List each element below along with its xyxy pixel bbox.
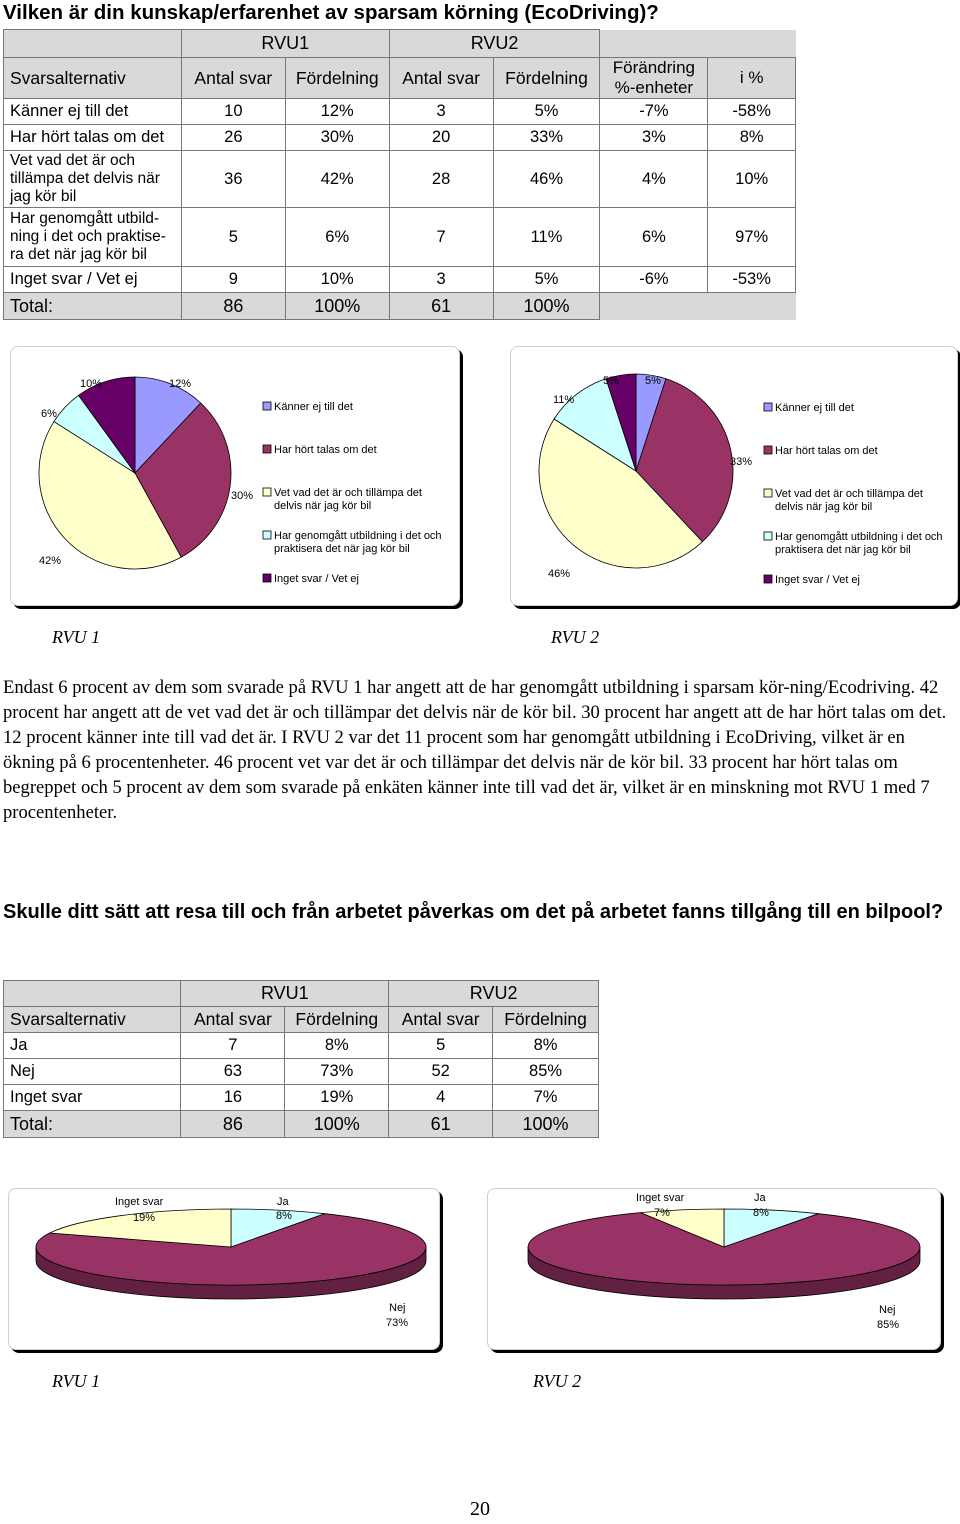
q2-cell: 19% xyxy=(285,1085,389,1111)
slice-label: 7% xyxy=(654,1207,670,1219)
legend-swatch xyxy=(263,402,271,410)
q1-row xyxy=(4,151,796,208)
question-2-title: Skulle ditt sätt att resa till och från arbetet påverkas om det på arbetet fanns tillgång till en bilpool? xyxy=(3,901,944,923)
q1-row xyxy=(4,208,796,267)
legend xyxy=(764,402,943,586)
legend-label: Inget svar / Vet ej xyxy=(274,573,359,585)
q1-cell: -58% xyxy=(708,99,796,125)
slice-label: 33% xyxy=(730,456,753,468)
chart-q2-rvu2 xyxy=(487,1188,941,1350)
chart-caption-rvu1: RVU 1 xyxy=(52,627,101,647)
slice-label: 73% xyxy=(386,1317,409,1329)
q2-cell: 63 xyxy=(181,1059,285,1085)
slice-label: 85% xyxy=(877,1319,900,1331)
slice-label: 30% xyxy=(231,490,254,502)
q1-group-rvu2: RVU2 xyxy=(389,30,600,58)
legend-swatch xyxy=(764,489,772,497)
slice-category: Inget svar xyxy=(636,1192,685,1204)
q1-col-i-procent: i % xyxy=(708,58,796,99)
slice-label: 8% xyxy=(753,1207,769,1219)
q1-row xyxy=(4,125,796,151)
slice-label: 42% xyxy=(39,555,62,567)
q2-cell: 5 xyxy=(389,1033,493,1059)
legend-label: delvis när jag kör bil xyxy=(775,501,873,513)
q2-total-row xyxy=(4,1111,599,1138)
q1-cell: 42% xyxy=(285,151,389,208)
q1-cell: -7% xyxy=(600,99,708,125)
page-number: 20 xyxy=(470,1498,490,1520)
q2-cell: 7% xyxy=(493,1085,599,1111)
chart-q1-rvu2 xyxy=(510,346,958,606)
question-1-title: Vilken är din kunskap/erfarenhet av sparsam körning (EcoDriving)? xyxy=(3,1,659,24)
q2-row xyxy=(4,1085,599,1111)
q2-header-empty xyxy=(4,981,181,1007)
q1-cell: 33% xyxy=(493,125,600,151)
q2-cell: 8% xyxy=(493,1033,599,1059)
slice-label: 6% xyxy=(41,408,57,420)
q1-total-label: Total: xyxy=(4,293,182,320)
q1-cell: 26 xyxy=(181,125,285,151)
chart-q1-rvu1-svg xyxy=(11,347,459,605)
slice-category: Ja xyxy=(754,1192,766,1204)
q2-group-rvu2: RVU2 xyxy=(389,981,599,1007)
chart-caption-rvu2: RVU 2 xyxy=(551,627,600,647)
q1-total-cell: 100% xyxy=(493,293,600,320)
chart-q2-rvu1 xyxy=(8,1188,440,1350)
legend-label: Känner ej till det xyxy=(274,401,353,413)
chart-caption-rvu2-b: RVU 2 xyxy=(533,1371,582,1391)
slice-label: 11% xyxy=(553,394,575,406)
legend-swatch xyxy=(263,531,271,539)
q2-total-cell: 100% xyxy=(285,1111,389,1138)
legend-swatch xyxy=(263,445,271,453)
q2-cell-label: Inget svar xyxy=(4,1085,181,1111)
slice-label: 5% xyxy=(603,375,619,387)
q1-col-forandring: Förändring %-enheter xyxy=(600,58,708,99)
q2-cell: 16 xyxy=(181,1085,285,1111)
q1-cell: 6% xyxy=(285,208,389,267)
slice-label: 19% xyxy=(133,1212,156,1224)
slice-category: Ja xyxy=(277,1196,289,1208)
q1-cell: -53% xyxy=(708,267,796,293)
q1-cell: 5% xyxy=(493,99,600,125)
legend-swatch xyxy=(263,574,271,582)
q1-col-fordelning-2: Fördelning xyxy=(493,58,600,99)
q1-col-fordelning-1: Fördelning xyxy=(285,58,389,99)
q1-cell: 10% xyxy=(708,151,796,208)
q1-cell-label: Vet vad det är och tillämpa det delvis när jag kör bil xyxy=(4,151,182,208)
q1-cell: 6% xyxy=(600,208,708,267)
legend-label: Vet vad det är och tillämpa det xyxy=(775,488,923,500)
legend-label: delvis när jag kör bil xyxy=(274,500,372,512)
q1-total-cell: 61 xyxy=(389,293,493,320)
legend-swatch xyxy=(764,446,772,454)
legend-label: praktisera det när jag kör bil xyxy=(775,544,911,556)
q2-row xyxy=(4,1033,599,1059)
q1-cell: 3% xyxy=(600,125,708,151)
q1-cell-label: Har genomgått utbild-ning i det och praktise-ra det när jag kör bil xyxy=(4,208,182,267)
q1-col-antal-1: Antal svar xyxy=(181,58,285,99)
q1-cell: 3 xyxy=(389,99,493,125)
legend-label: Har hört talas om det xyxy=(274,444,377,456)
q1-total-cell: 86 xyxy=(181,293,285,320)
q1-cell-label: Inget svar / Vet ej xyxy=(4,267,182,293)
q1-col-antal-2: Antal svar xyxy=(389,58,493,99)
legend-swatch xyxy=(764,532,772,540)
q1-row xyxy=(4,99,796,125)
q2-col-svarsalternativ: Svarsalternativ xyxy=(4,1007,181,1033)
slice-category: Nej xyxy=(389,1302,406,1314)
q2-col-antal-2: Antal svar xyxy=(389,1007,493,1033)
slice-category: Inget svar xyxy=(115,1196,164,1208)
q2-col-antal-1: Antal svar xyxy=(181,1007,285,1033)
q2-table xyxy=(3,980,599,1138)
q1-cell: 46% xyxy=(493,151,600,208)
legend-label: Känner ej till det xyxy=(775,402,854,414)
q2-total-cell: 86 xyxy=(181,1111,285,1138)
q1-col-svarsalternativ: Svarsalternativ xyxy=(4,58,182,99)
legend-label: praktisera det när jag kör bil xyxy=(274,543,410,555)
legend-swatch xyxy=(764,575,772,583)
slice-label: 10% xyxy=(80,378,103,390)
q1-cell-label: Känner ej till det xyxy=(4,99,182,125)
q1-total-cell: 100% xyxy=(285,293,389,320)
slice-label: 46% xyxy=(548,568,571,580)
q1-table xyxy=(3,29,796,320)
q2-cell-label: Ja xyxy=(4,1033,181,1059)
chart-q2-rvu2-svg xyxy=(488,1189,940,1349)
legend-label: Har hört talas om det xyxy=(775,445,878,457)
chart-caption-rvu1-b: RVU 1 xyxy=(52,1371,101,1391)
q2-row xyxy=(4,1059,599,1085)
q1-cell: 97% xyxy=(708,208,796,267)
legend-label: Inget svar / Vet ej xyxy=(775,574,860,586)
q1-cell-label: Har hört talas om det xyxy=(4,125,182,151)
q1-cell: -6% xyxy=(600,267,708,293)
legend-swatch xyxy=(263,488,271,496)
q1-cell: 36 xyxy=(181,151,285,208)
legend-label: Vet vad det är och tillämpa det xyxy=(274,487,422,499)
slice-category: Nej xyxy=(879,1304,896,1316)
chart-q1-rvu2-svg xyxy=(511,347,957,605)
q1-group-rvu1: RVU1 xyxy=(181,30,389,58)
q1-cell: 12% xyxy=(285,99,389,125)
q2-cell: 85% xyxy=(493,1059,599,1085)
q1-cell: 10% xyxy=(285,267,389,293)
q1-cell: 5% xyxy=(493,267,600,293)
slice-label: 8% xyxy=(276,1210,292,1222)
q1-cell: 20 xyxy=(389,125,493,151)
q2-cell: 73% xyxy=(285,1059,389,1085)
chart-q1-rvu1 xyxy=(10,346,460,606)
q1-header-empty xyxy=(4,30,182,58)
q1-cell: 8% xyxy=(708,125,796,151)
q1-cell: 28 xyxy=(389,151,493,208)
q1-cell: 4% xyxy=(600,151,708,208)
q2-col-fordelning-2: Fördelning xyxy=(493,1007,599,1033)
q2-total-cell: 100% xyxy=(493,1111,599,1138)
slice-label: 5% xyxy=(645,375,661,387)
q1-row xyxy=(4,267,796,293)
q1-cell: 7 xyxy=(389,208,493,267)
q2-cell: 52 xyxy=(389,1059,493,1085)
body-paragraph: Endast 6 procent av dem som svarade på RVU 1 har angett att de har genomgått utbildning i sparsam kör-ning/Ecodriving. 42 procent har angett att de vet vad det är och tillämpar det delvis när de kör bil. 30 procent har angett att de har hört talas om det. 12 procent känner inte till vad det är. I RVU 2 var det 11 procent som har genomgått utbildning i EcoDriving, vilket är en ökning på 6 procentenheter. 46 procent vet var det är och tillämpar det delvis när de kör bil. 33 procent har hört talas om begreppet och 5 procent av dem som svarade på enkäten känner inte till vad det är, vilket är en minskning mot RVU 1 med 7 procentenheter. xyxy=(3,677,947,823)
q1-cell: 11% xyxy=(493,208,600,267)
q2-total-label: Total: xyxy=(4,1111,181,1138)
q1-total-row xyxy=(4,293,796,320)
q1-total-blank xyxy=(600,293,796,320)
q2-cell-label: Nej xyxy=(4,1059,181,1085)
q2-cell: 8% xyxy=(285,1033,389,1059)
q1-cell: 10 xyxy=(181,99,285,125)
q2-cell: 7 xyxy=(181,1033,285,1059)
slice-label: 12% xyxy=(169,378,192,390)
legend-label: Har genomgått utbildning i det och xyxy=(775,531,943,543)
q1-cell: 3 xyxy=(389,267,493,293)
legend-label: Har genomgått utbildning i det och xyxy=(274,530,442,542)
chart-q2-rvu1-svg xyxy=(9,1189,439,1349)
q2-cell: 4 xyxy=(389,1085,493,1111)
q1-header-blank xyxy=(600,30,796,58)
q2-total-cell: 61 xyxy=(389,1111,493,1138)
legend xyxy=(263,401,442,585)
q1-cell: 30% xyxy=(285,125,389,151)
q1-cell: 5 xyxy=(181,208,285,267)
q1-cell: 9 xyxy=(181,267,285,293)
q2-group-rvu1: RVU1 xyxy=(181,981,389,1007)
legend-swatch xyxy=(764,403,772,411)
q2-col-fordelning-1: Fördelning xyxy=(285,1007,389,1033)
